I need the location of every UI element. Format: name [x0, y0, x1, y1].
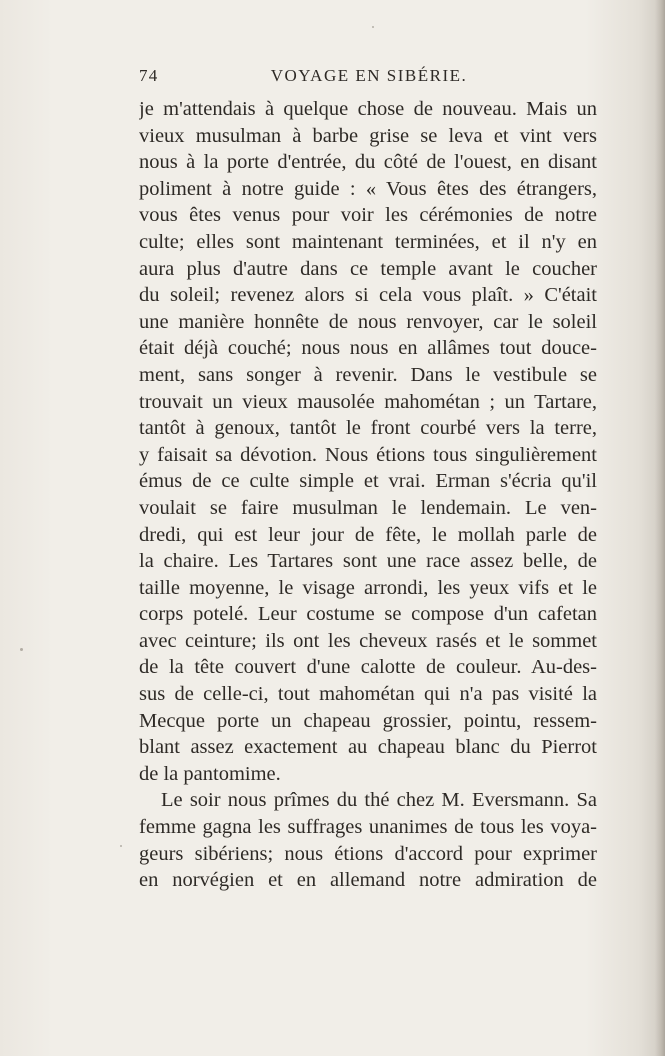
paper-speck [372, 26, 374, 28]
text-line: Mecque porte un chapeau grossier, pointu, ressem- [139, 709, 597, 732]
text-line: femme gagna les suffrages unanimes de tous les voya- [139, 816, 597, 839]
text-line: sus de celle-ci, tout mahométan qui n'a pas visité la [139, 683, 597, 706]
paper-speck [120, 845, 122, 847]
text-line: tantôt à genoux, tantôt le front courbé vers la terre, [139, 417, 597, 440]
text-line: culte; elles sont maintenant terminées, et il n'y en [139, 230, 597, 253]
text-line: émus de ce culte simple et vrai. Erman s'écria qu'il [139, 470, 597, 493]
text-line: geurs sibériens; nous étions d'accord pour exprimer [139, 842, 597, 865]
text-line: poliment à notre guide : « Vous êtes des étrangers, [139, 177, 597, 200]
text-line: la chaire. Les Tartares sont une race assez belle, de [139, 550, 597, 573]
text-line: vieux musulman à barbe grise se leva et vint vers [139, 124, 597, 147]
page-header [139, 66, 599, 90]
body-text [139, 96, 597, 894]
text-line: vous êtes venus pour voir les cérémonies de notre [139, 204, 597, 227]
text-line: du soleil; revenez alors si cela vous plaît. » C'était [139, 284, 597, 307]
text-line: Le soir nous prîmes du thé chez M. Eversmann. Sa [161, 789, 597, 812]
text-line: blant assez exactement au chapeau blanc du Pierrot [139, 736, 597, 759]
text-line: nous à la porte d'entrée, du côté de l'ouest, en disant [139, 151, 597, 174]
page-edge-shadow [655, 0, 665, 1056]
text-line: je m'attendais à quelque chose de nouveau. Mais un [139, 98, 597, 120]
text-line: corps potelé. Leur costume se compose d'un cafetan [139, 603, 597, 626]
text-line: trouvait un vieux mausolée mahométan ; un Tartare, [139, 390, 597, 413]
text-line: une manière honnête de nous renvoyer, car le soleil [139, 310, 597, 333]
text-line: en norvégien et en allemand notre admiration de [139, 869, 597, 892]
text-line: de la pantomime. [139, 762, 281, 785]
running-title: VOYAGE EN SIBÉRIE. [270, 66, 468, 85]
page-number: 74 [139, 66, 159, 85]
text-line: voulait se faire musulman le lendemain. Le ven- [139, 496, 597, 519]
text-line: aura plus d'autre dans ce temple avant le coucher [139, 257, 597, 280]
text-line: ment, sans songer à revenir. Dans le vestibule se [139, 363, 597, 386]
text-line: était déjà couché; nous nous en allâmes tout douce- [139, 337, 597, 360]
text-line: de la tête couvert d'une calotte de couleur. Au-des- [139, 656, 597, 679]
paper-speck [20, 648, 23, 651]
text-line: dredi, qui est leur jour de fête, le mollah parle de [139, 523, 597, 546]
text-line: avec ceinture; ils ont les cheveux rasés et le sommet [139, 629, 597, 652]
text-line: taille moyenne, le visage arrondi, les yeux vifs et le [139, 576, 597, 599]
text-line: y faisait sa dévotion. Nous étions tous singulièrement [139, 443, 597, 466]
